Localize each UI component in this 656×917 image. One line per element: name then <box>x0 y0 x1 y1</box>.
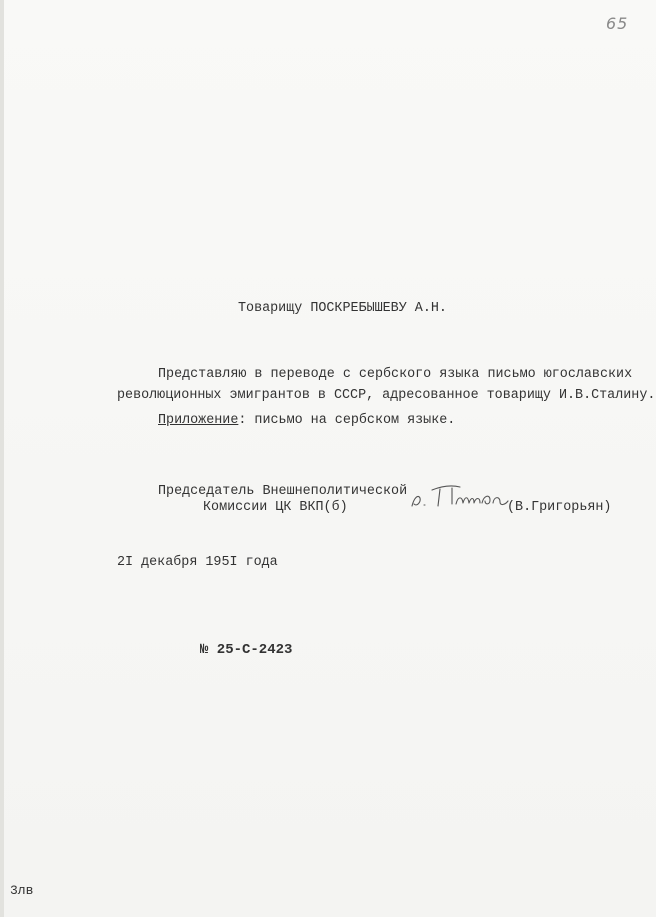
handwritten-signature <box>408 476 512 512</box>
registration-number: № 25-С-2423 <box>200 642 293 658</box>
signatory-name: (В.Григорьян) <box>507 500 612 515</box>
typist-mark: 3лв <box>10 883 34 898</box>
attachment-text: : письмо на сербском языке. <box>238 413 456 428</box>
document-date: 2I декабря 195I года <box>117 555 278 570</box>
signatory-title-line-1: Председатель Внешнеполитической <box>158 484 408 499</box>
body-line-1: Представляю в переводе с сербского языка письмо югославских <box>158 367 633 382</box>
body-line-2: революционных эмигрантов в СССР, адресованное товарищу И.В.Сталину. <box>117 388 656 403</box>
page-number: 65 <box>606 14 629 33</box>
attachment-line <box>158 413 455 428</box>
signatory-title-line-2: Комиссии ЦК ВКП(б) <box>203 500 348 515</box>
attachment-label: Приложение <box>158 413 239 428</box>
addressee: Товарищу ПОСКРЕБЫШЕВУ А.Н. <box>238 301 447 316</box>
